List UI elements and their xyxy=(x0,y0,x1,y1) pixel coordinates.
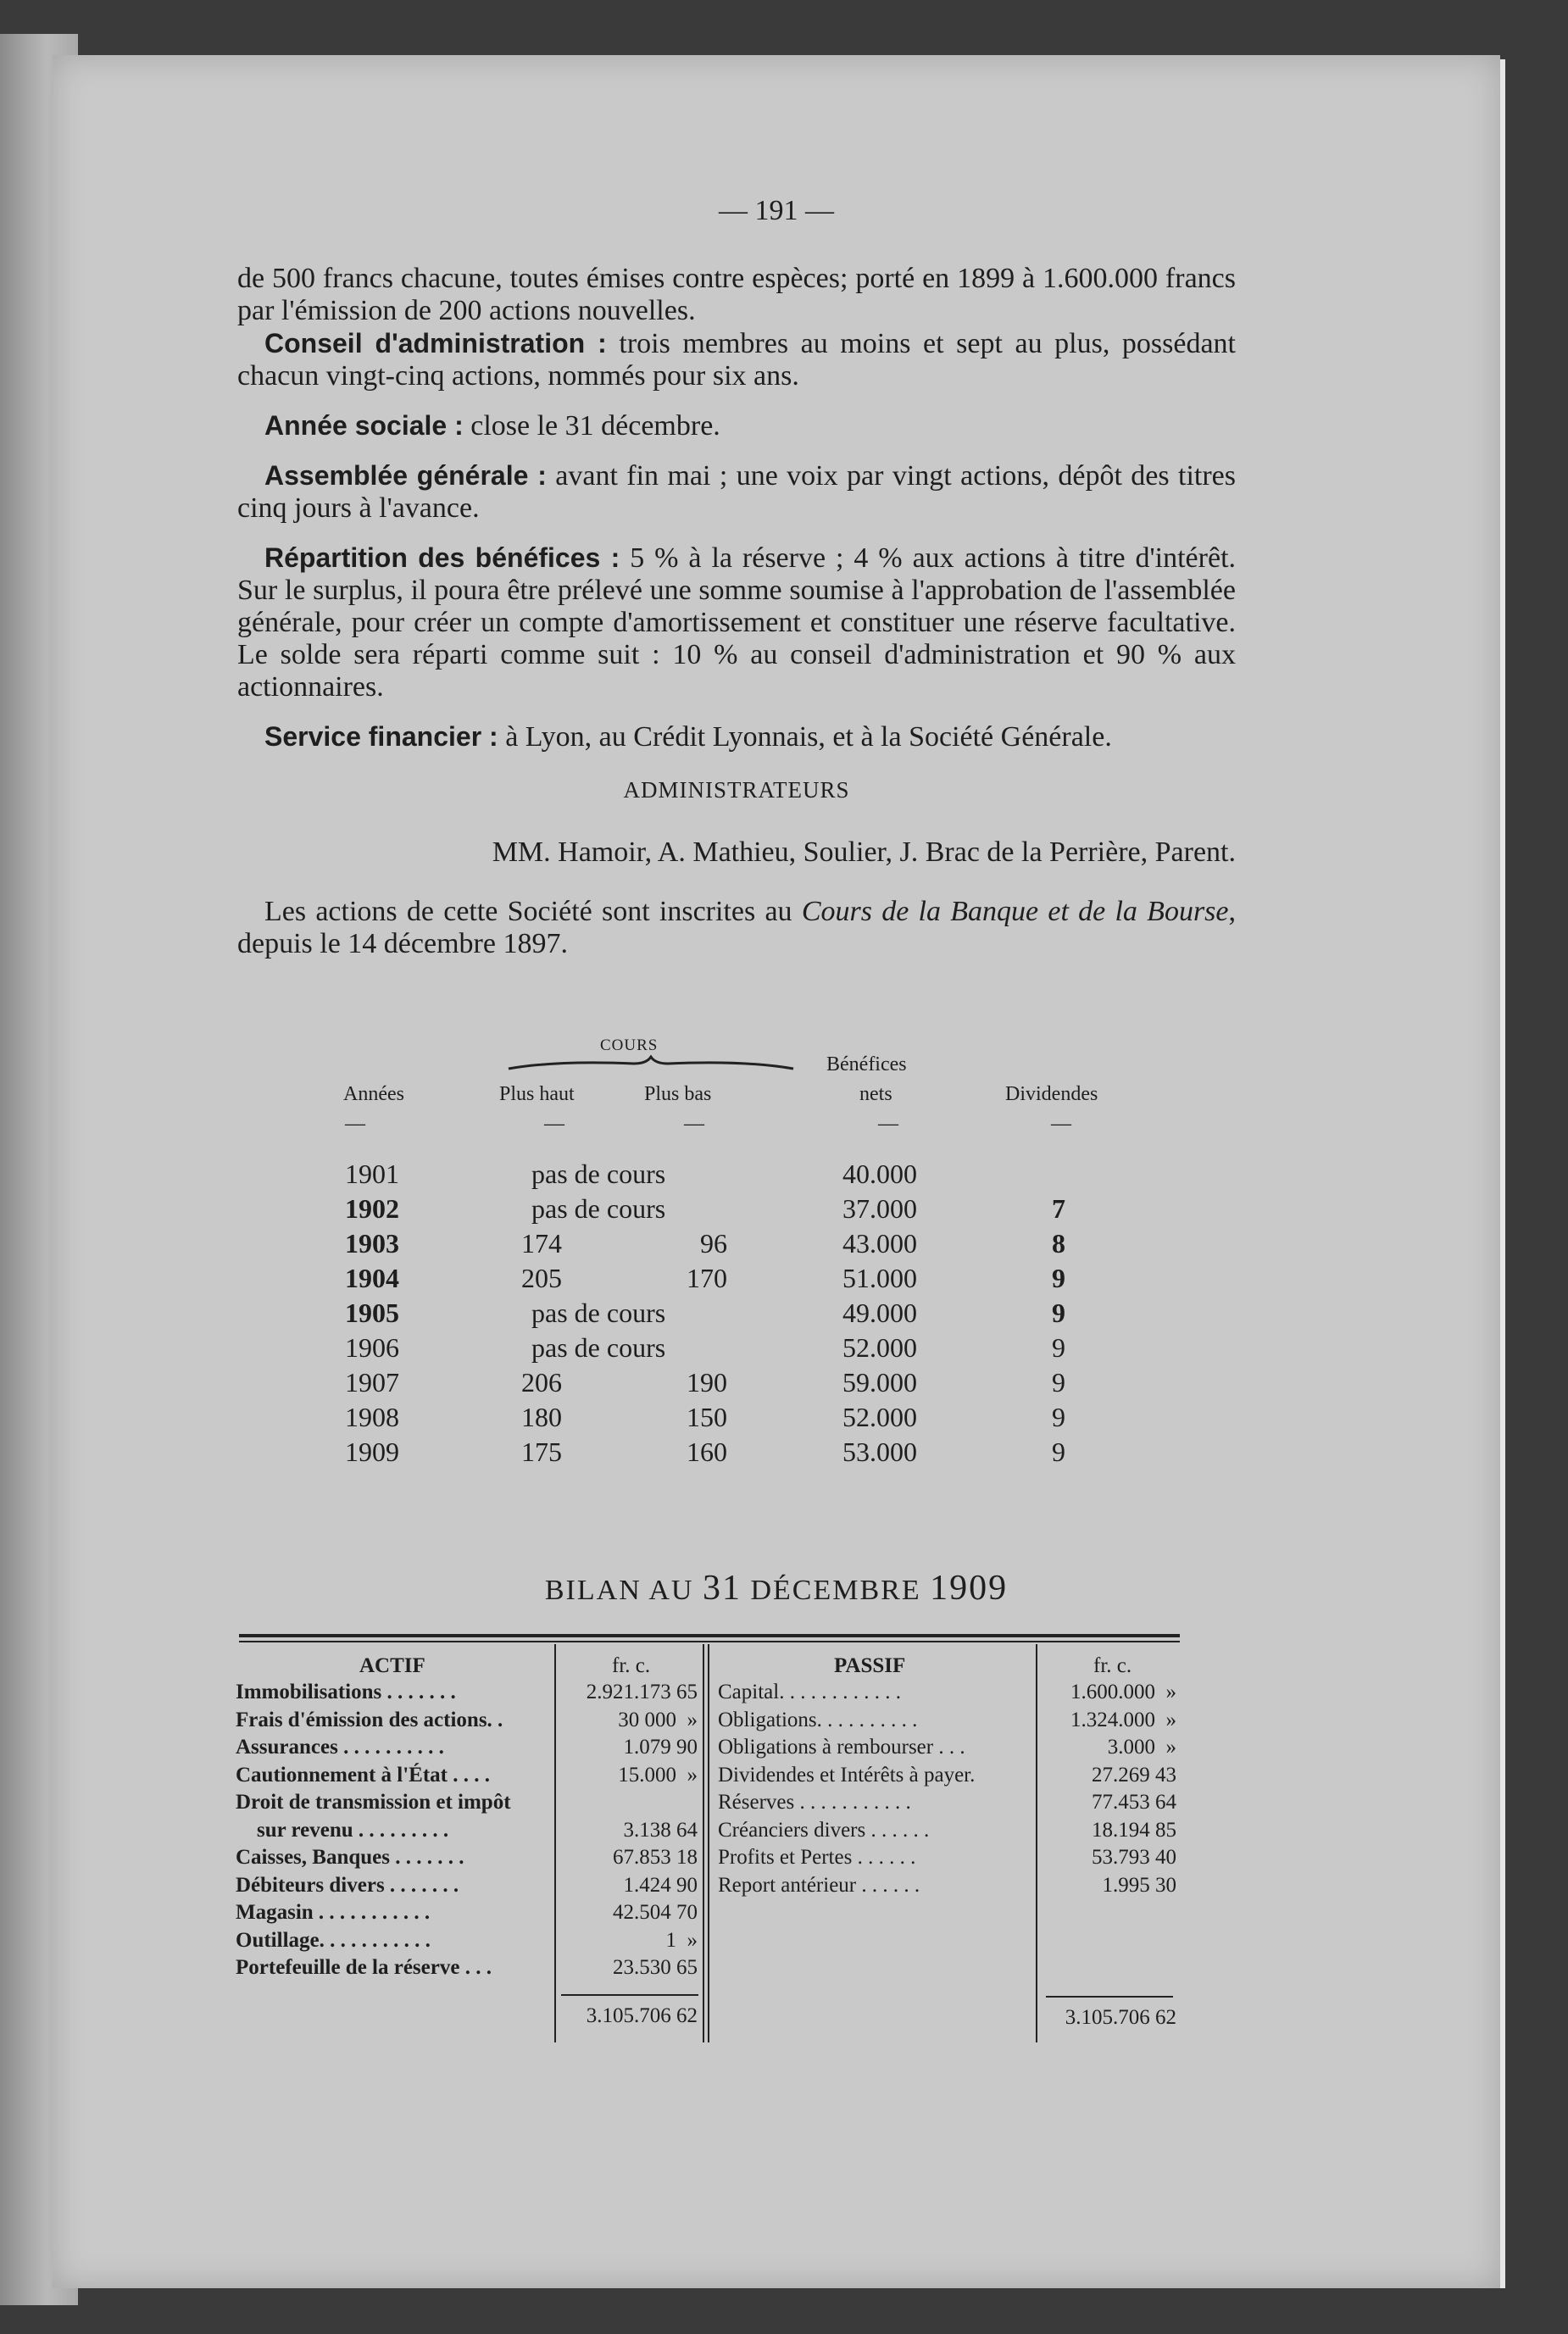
cell-pas-de-cours: pas de cours xyxy=(531,1332,666,1363)
actif-row-amount: 67.853 18 xyxy=(613,1846,698,1869)
actif-row-amount: 42.504 70 xyxy=(613,1901,698,1924)
bilan-title-b: DÉCEMBRE xyxy=(741,1575,931,1606)
cell-annee: 1901 xyxy=(345,1159,399,1189)
bilan-col-rule-4 xyxy=(1036,1644,1037,2042)
actif-row-label: Magasin . . . . . . . . . . . xyxy=(236,1901,431,1924)
passif-row-label: Créanciers divers . . . . . . xyxy=(718,1818,930,1842)
text-cours-post: , depuis le 14 décembre 1897. xyxy=(237,896,1236,959)
cell-plus-bas: 160 xyxy=(687,1437,727,1467)
cell-annee: 1902 xyxy=(345,1193,399,1224)
actif-row-label: Immobilisations . . . . . . . xyxy=(236,1681,456,1703)
cell-dividende: 9 xyxy=(1052,1437,1065,1467)
paragraph-assemblee xyxy=(237,459,1236,525)
cell-plus-haut: 206 xyxy=(521,1367,562,1398)
dash-nets: — xyxy=(878,1113,898,1135)
passif-row-amount: 18.194 85 xyxy=(1092,1818,1176,1842)
cell-benefices: 51.000 xyxy=(842,1263,917,1293)
paragraph-cours xyxy=(237,896,1236,960)
passif-amounts xyxy=(1039,1679,1176,1899)
paragraph-annee xyxy=(237,409,1236,442)
cell-dividende: 9 xyxy=(1052,1298,1065,1328)
actif-total-rule xyxy=(561,1994,698,1996)
actif-row-amount: 30 000 » xyxy=(618,1708,698,1731)
cell-dividende: 9 xyxy=(1052,1332,1065,1363)
cell-plus-bas: 96 xyxy=(700,1228,727,1259)
passif-row-label: Réserves . . . . . . . . . . . xyxy=(718,1791,911,1814)
dash-plus-haut: — xyxy=(544,1113,564,1135)
cell-pas-de-cours: pas de cours xyxy=(531,1193,666,1224)
text-annee: close le 31 décembre. xyxy=(463,410,720,442)
actif-row-label: Caisses, Banques . . . . . . . xyxy=(236,1846,464,1869)
admin-heading: ADMINISTRATEURS xyxy=(623,777,850,803)
passif-total-rule xyxy=(1046,1996,1173,1998)
label-annee: Année sociale : xyxy=(264,410,464,441)
header-annees: Années xyxy=(343,1083,404,1105)
actif-amounts xyxy=(558,1679,698,1982)
actif-row-label: Assurances . . . . . . . . . . xyxy=(236,1736,444,1759)
actif-row-label: Portefeuille de la réserve . . . xyxy=(236,1956,492,1979)
bilan-title-day: 31 xyxy=(702,1569,742,1608)
cours-brace xyxy=(507,1055,795,1072)
body-text xyxy=(237,263,1236,977)
bilan-title-a: BILAN AU xyxy=(544,1575,703,1606)
passif-row-label: Obligations à rembourser . . . xyxy=(718,1736,965,1759)
cell-annee: 1907 xyxy=(345,1367,399,1398)
header-nets: nets xyxy=(859,1083,892,1105)
admin-names: MM. Hamoir, A. Mathieu, Soulier, J. Brac de la Perrière, Parent. xyxy=(492,836,1236,868)
label-service: Service financier : xyxy=(264,721,498,752)
cell-annee: 1903 xyxy=(345,1228,399,1259)
cell-annee: 1909 xyxy=(345,1437,399,1467)
header-plus-bas: Plus bas xyxy=(644,1083,712,1105)
text-cours-pre: Les actions de cette Société sont inscrites au xyxy=(264,896,802,927)
bilan-title xyxy=(53,1568,1500,1609)
passif-header: PASSIF xyxy=(834,1654,906,1677)
cell-benefices: 59.000 xyxy=(842,1367,917,1398)
cell-dividende: 9 xyxy=(1052,1402,1065,1432)
passif-row-amount: 1.995 30 xyxy=(1102,1873,1176,1897)
text-assemblee: avant fin mai ; une voix par vingt actions, dépôt des titres cinq jours à l'avance. xyxy=(237,460,1236,524)
cell-annee: 1908 xyxy=(345,1402,399,1432)
paragraph-repartition xyxy=(237,542,1236,703)
text-repartition: 5 % à la réserve ; 4 % aux actions à titre d'intérêt. Sur le surplus, il poura être prélevé une somme soumise à l'approbation de l'assemblée générale, pour créer un compte d'amortissement et constituer une réserve facultative. Le solde sera réparti comme suit : 10 % au conseil d'administration et 90 % aux actionnaires. xyxy=(237,542,1237,703)
actif-row-amount: 1 » xyxy=(665,1928,698,1952)
bilan-col-rule-3 xyxy=(708,1644,709,2042)
actif-row-amount: 15.000 » xyxy=(618,1763,698,1787)
text-service: à Lyon, au Crédit Lyonnais, et à la Société Générale. xyxy=(498,721,1112,753)
passif-row-amount: 1.600.000 » xyxy=(1070,1681,1176,1703)
book-page xyxy=(53,55,1500,2288)
cell-benefices: 43.000 xyxy=(842,1228,917,1259)
passif-row-amount: 3.000 » xyxy=(1107,1736,1176,1759)
label-repartition: Répartition des bénéfices : xyxy=(264,542,620,573)
actif-total: 3.105.706 62 xyxy=(586,2004,698,2027)
paragraph-conseil xyxy=(237,327,1236,392)
passif-labels xyxy=(718,1679,975,1899)
header-cours: COURS xyxy=(600,1036,659,1054)
text-conseil: trois membres au moins et sept au plus, possédant chacun vingt-cinq actions, nommés pour six ans. xyxy=(237,328,1236,392)
dash-annees: — xyxy=(345,1113,365,1135)
actif-row-label: sur revenu . . . . . . . . . xyxy=(236,1818,449,1842)
passif-row-label: Profits et Pertes . . . . . . xyxy=(718,1846,916,1869)
actif-header: ACTIF xyxy=(359,1654,425,1677)
header-dividendes: Dividendes xyxy=(1005,1083,1098,1105)
actif-row-amount: 1.424 90 xyxy=(623,1873,698,1897)
actif-row-label: Outillage. . . . . . . . . . . xyxy=(236,1928,431,1952)
actif-row-label: Cautionnement à l'État . . . . xyxy=(236,1763,490,1787)
label-assemblee: Assemblée générale : xyxy=(264,460,547,491)
cell-annee: 1905 xyxy=(345,1298,399,1328)
passif-row-label: Dividendes et Intérêts à payer. xyxy=(718,1763,976,1787)
cell-pas-de-cours: pas de cours xyxy=(531,1298,666,1328)
passif-row-label: Capital. . . . . . . . . . . . xyxy=(718,1681,901,1703)
cell-plus-bas: 170 xyxy=(687,1263,727,1293)
passif-fr-c: fr. c. xyxy=(1093,1654,1132,1677)
cell-plus-haut: 174 xyxy=(521,1228,562,1259)
actif-row-amount: 1.079 90 xyxy=(623,1736,698,1759)
passif-row-amount: 77.453 64 xyxy=(1092,1791,1176,1814)
actif-row-amount: 23.530 65 xyxy=(613,1956,698,1979)
label-conseil: Conseil d'administration : xyxy=(264,328,607,358)
bilan-title-year: 1909 xyxy=(930,1569,1009,1608)
actif-row-label: Droit de transmission et impôt xyxy=(236,1791,511,1814)
bilan-col-rule-1 xyxy=(554,1644,556,2042)
cell-benefices: 40.000 xyxy=(842,1159,917,1189)
actif-row-label: Débiteurs divers . . . . . . . xyxy=(236,1873,459,1897)
passif-row-amount: 53.793 40 xyxy=(1092,1846,1176,1869)
actif-row-amount: 3.138 64 xyxy=(623,1818,698,1842)
cell-annee: 1904 xyxy=(345,1263,399,1293)
actif-fr-c: fr. c. xyxy=(612,1654,651,1677)
cell-dividende: 9 xyxy=(1052,1263,1065,1293)
cell-plus-haut: 205 xyxy=(521,1263,562,1293)
passif-row-amount: 1.324.000 » xyxy=(1070,1708,1176,1731)
actif-row-amount: 2.921.173 65 xyxy=(586,1681,698,1703)
bilan-top-rule-thick xyxy=(239,1634,1180,1637)
actif-labels xyxy=(236,1679,511,1982)
cell-benefices: 37.000 xyxy=(842,1193,917,1224)
page-number: — 191 — xyxy=(719,195,834,226)
cell-dividende: 8 xyxy=(1052,1228,1065,1259)
bilan-col-rule-2 xyxy=(703,1644,704,2042)
cell-dividende: 7 xyxy=(1052,1193,1065,1224)
actif-row-amount xyxy=(558,1789,698,1817)
actif-row-label: Frais d'émission des actions. . xyxy=(236,1708,503,1731)
paragraph-capital: de 500 francs chacune, toutes émises contre espèces; porté en 1899 à 1.600.000 francs par l'émission de 200 actions nouvelles. xyxy=(237,263,1236,326)
cell-benefices: 53.000 xyxy=(842,1437,917,1467)
paragraph-service xyxy=(237,720,1236,753)
dash-plus-bas: — xyxy=(684,1113,704,1135)
header-benefices: Bénéfices xyxy=(826,1053,907,1075)
header-plus-haut: Plus haut xyxy=(499,1083,575,1105)
cell-dividende: 9 xyxy=(1052,1367,1065,1398)
cell-benefices: 52.000 xyxy=(842,1402,917,1432)
cell-benefices: 52.000 xyxy=(842,1332,917,1363)
passif-total: 3.105.706 62 xyxy=(1065,2006,1176,2029)
cell-plus-bas: 190 xyxy=(687,1367,727,1398)
cell-benefices: 49.000 xyxy=(842,1298,917,1328)
cell-plus-haut: 180 xyxy=(521,1402,562,1432)
passif-row-label: Report antérieur . . . . . . xyxy=(718,1873,920,1897)
bilan-top-rule-thin xyxy=(239,1641,1180,1642)
passif-row-amount: 27.269 43 xyxy=(1092,1763,1176,1787)
passif-row-label: Obligations. . . . . . . . . . xyxy=(718,1708,918,1731)
text-cours-italic: Cours de la Banque et de la Bourse xyxy=(801,896,1229,927)
cell-annee: 1906 xyxy=(345,1332,399,1363)
cell-plus-bas: 150 xyxy=(687,1402,727,1432)
cell-plus-haut: 175 xyxy=(521,1437,562,1467)
dash-dividendes: — xyxy=(1051,1113,1071,1135)
cell-pas-de-cours: pas de cours xyxy=(531,1159,666,1189)
